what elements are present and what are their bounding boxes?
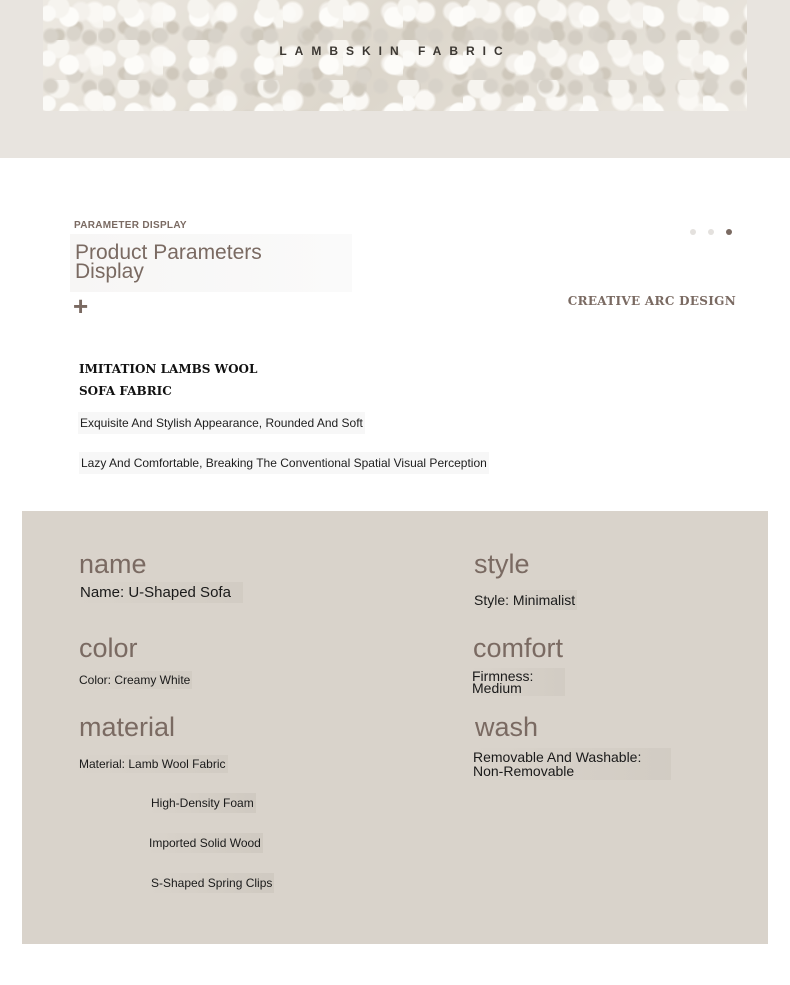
page-title: Product Parameters Display	[75, 241, 262, 283]
name-heading: name	[79, 549, 147, 579]
feature-text-1: Exquisite And Stylish Appearance, Rounded And Soft	[78, 412, 365, 434]
lambskin-fabric-image	[43, 0, 747, 111]
material-item-2: Imported Solid Wood	[147, 833, 263, 853]
carousel-dot-2[interactable]	[708, 229, 714, 235]
material-item-3: S-Shaped Spring Clips	[149, 873, 274, 893]
hero-title: LAMBSKIN FABRIC	[279, 44, 511, 58]
color-heading: color	[79, 633, 138, 663]
arc-design-label: CREATIVE ARC DESIGN	[567, 294, 736, 308]
wash-value: Removable And Washable: Non-Removable	[471, 748, 671, 780]
section-label: PARAMETER DISPLAY	[74, 220, 187, 231]
carousel-dot-1[interactable]	[690, 229, 696, 235]
fabric-title-line-2: SOFA FABRIC	[79, 384, 172, 398]
color-value: Color: Creamy White	[79, 673, 191, 687]
style-value: Style: Minimalist	[474, 592, 576, 608]
fabric-title-line-1: IMITATION LAMBS WOOL	[79, 362, 258, 376]
material-value: Material: Lamb Wool Fabric	[79, 757, 226, 771]
feature-text-2: Lazy And Comfortable, Breaking The Conventional Spatial Visual Perception	[79, 452, 489, 474]
comfort-value: Firmness: Medium	[470, 668, 565, 696]
material-item-1: High-Density Foam	[149, 793, 256, 813]
hero-band	[0, 0, 790, 158]
carousel-dot-3-active[interactable]	[726, 229, 732, 235]
wash-heading: wash	[475, 712, 539, 742]
plus-icon: +	[73, 291, 89, 321]
fabric-title	[79, 358, 289, 402]
name-value: Name: U-Shaped Sofa	[78, 582, 243, 603]
material-heading: material	[79, 712, 176, 742]
spec-card	[22, 511, 768, 944]
style-heading: style	[474, 549, 530, 579]
comfort-heading: comfort	[473, 633, 564, 663]
